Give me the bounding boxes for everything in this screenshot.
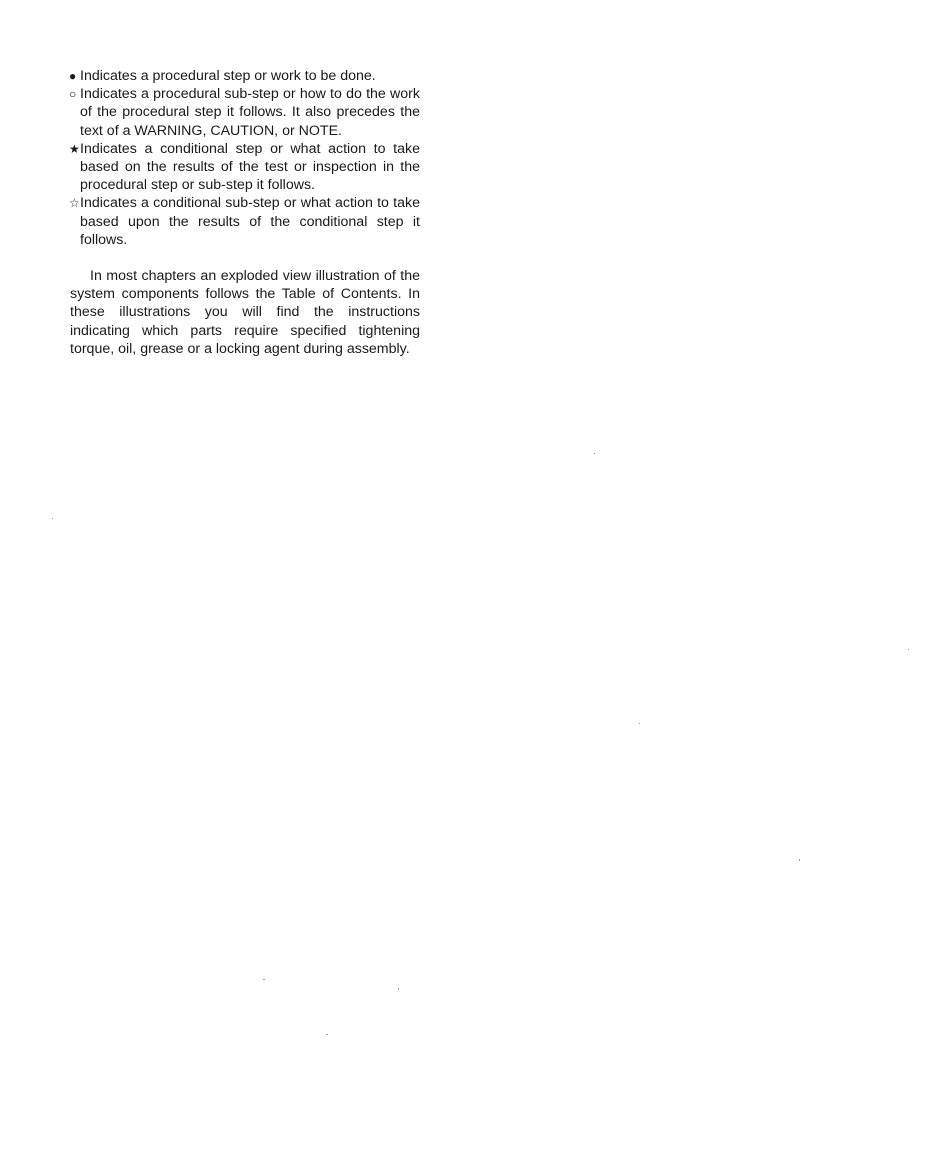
- legend-item-conditional-step: [70, 140, 420, 195]
- legend-text-conditional-step: Indicates a conditional step or what action to take based on the results of the test or inspection in the procedural step or sub-step it follows.: [80, 140, 420, 194]
- scan-speck: [326, 1034, 328, 1035]
- scan-speck: [639, 723, 640, 724]
- scan-speck: [52, 518, 53, 519]
- open-circle-icon: ○: [69, 87, 77, 102]
- legend-item-conditional-sub-step: [70, 194, 420, 249]
- scan-speck: [398, 988, 399, 990]
- legend-text-conditional-sub-step: Indicates a conditional sub-step or what action to take based upon the results of the conditional step it follows.: [80, 195, 420, 248]
- text-column: [70, 67, 420, 372]
- legend-text-step: Indicates a procedural step or work to be done.: [80, 68, 376, 84]
- filled-bullet-icon: ●: [69, 69, 77, 83]
- scan-speck: [263, 979, 265, 980]
- exploded-view-paragraph: In most chapters an exploded view illustration of the system components follows the Table of Contents. In these illustrations you will find the instructions indicating which parts require specified tightening torque, oil, grease or a locking agent during assembly.: [70, 268, 420, 357]
- scan-speck: [594, 453, 595, 454]
- scan-speck: [908, 649, 909, 650]
- legend-text-sub-step: Indicates a procedural sub-step or how to do the work of the procedural step it follows. It also precedes the text of a WARNING, CAUTION, or NOTE.: [80, 86, 420, 139]
- open-star-icon: ☆: [69, 196, 80, 211]
- scan-speck: [799, 859, 800, 861]
- legend-item-step: [70, 67, 420, 85]
- filled-star-icon: ★: [69, 141, 80, 156]
- legend-item-sub-step: [70, 85, 420, 140]
